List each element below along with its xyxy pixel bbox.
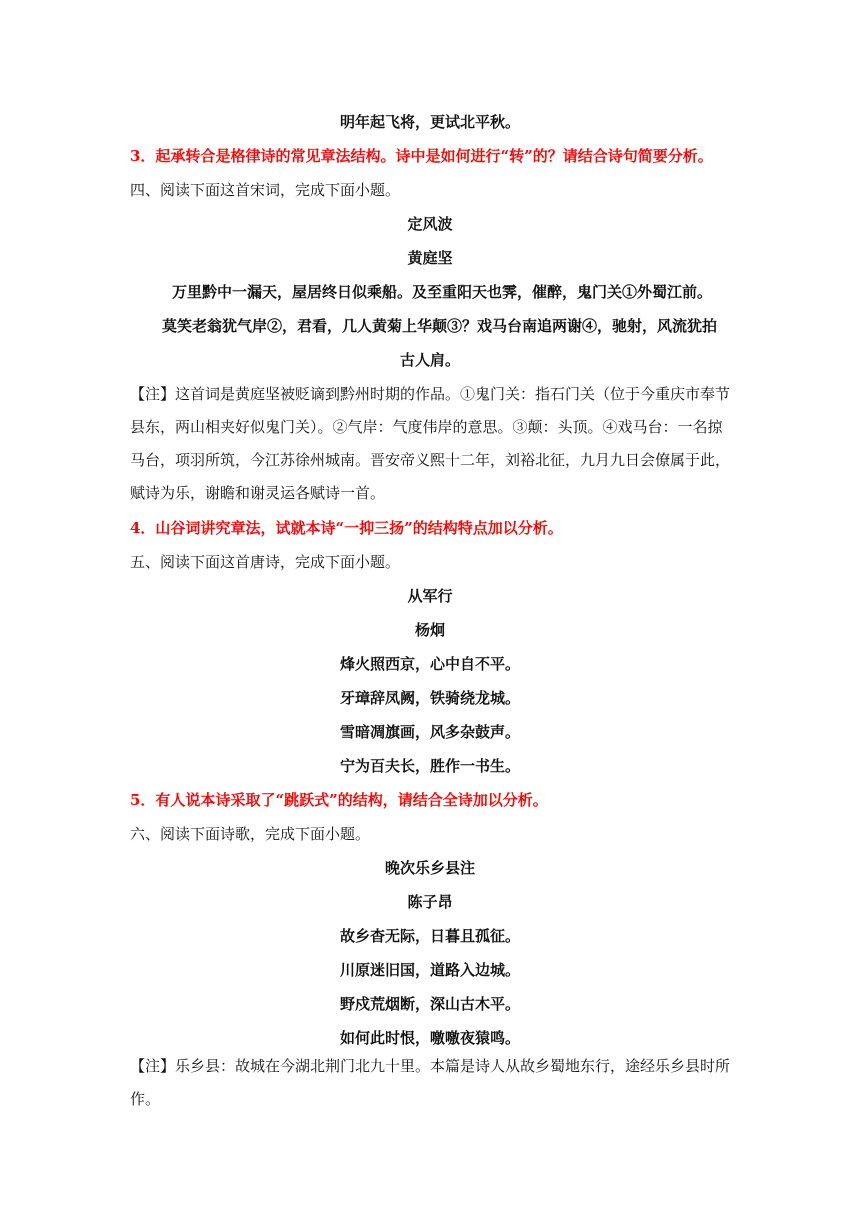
poem-5-line-4: 宁为百夫长，胜作一书生。	[339, 757, 520, 775]
poem-6-line-1: 故乡杳无际，日暮且孤征。	[339, 927, 520, 945]
poem-5-author: 杨炯	[414, 621, 445, 639]
poem-5-line-3: 雪暗凋旗画，风多杂鼓声。	[339, 723, 520, 741]
poem-4-line-3: 古人肩。	[399, 351, 460, 369]
section-6-heading: 六、阅读下面诗歌，完成下面小题。	[130, 825, 371, 843]
poem-4-line-1: 万里黔中一漏天，屋居终日似乘船。及至重阳天也霁，催醉，鬼门关①外蜀江前。	[172, 283, 713, 301]
question-4: 4．山谷词讲究章法，试就本诗“一抑三扬”的结构特点加以分析。	[130, 519, 563, 537]
poem-4-note: 【注】这首词是黄庭坚被贬谪到黔州时期的作品。①鬼门关：指石门关（位于今重庆市奉节县东，两山相夹好似鬼门关）。②气岸：气度伟岸的意思。③颠：头顶。④戏马台：一名掠马台，项羽所筑，今江苏徐州城南。晋安帝义熙十二年，刘裕北征，九月九日会僚属于此，赋诗为乐，谢瞻和谢灵运各赋诗一首。	[130, 385, 731, 502]
poem-4-line-2: 莫笑老翁犹气岸②，君看，几人黄菊上华颠③？戏马台南追两谢④，驰射，风流犹拍	[162, 317, 718, 335]
poem-5-line-1: 烽火照西京，心中自不平。	[339, 655, 520, 673]
poem-5-line-2: 牙璋辞凤阙，铁骑绕龙城。	[339, 689, 520, 707]
poem-6-author: 陈子昂	[407, 893, 453, 911]
poem-6-line-3: 野戍荒烟断，深山古木平。	[339, 995, 520, 1013]
poem-6-note: 【注】乐乡县：故城在今湖北荆门北九十里。本篇是诗人从故乡蜀地东行，途经乐乡县时所作。	[130, 1057, 731, 1108]
section-5-heading: 五、阅读下面这首唐诗，完成下面小题。	[130, 553, 401, 571]
question-5: 5．有人说本诗采取了“跳跃式”的结构，请结合全诗加以分析。	[130, 791, 548, 809]
poem-6-title: 晚次乐乡县注	[384, 859, 475, 877]
poem-5-title: 从军行	[407, 587, 453, 605]
poem-6-line-4: 如何此时恨，噭噭夜猿鸣。	[339, 1029, 520, 1047]
section-4-heading: 四、阅读下面这首宋词，完成下面小题。	[130, 181, 401, 199]
question-3: 3．起承转合是格律诗的常见章法结构。诗中是如何进行“转”的？请结合诗句简要分析。	[130, 147, 713, 165]
poem-closing-line: 明年起飞将，更试北平秋。	[339, 113, 520, 131]
poem-6-line-2: 川原迷旧国，道路入边城。	[339, 961, 520, 979]
poem-4-author: 黄庭坚	[407, 249, 453, 267]
poem-4-title: 定风波	[407, 215, 453, 233]
